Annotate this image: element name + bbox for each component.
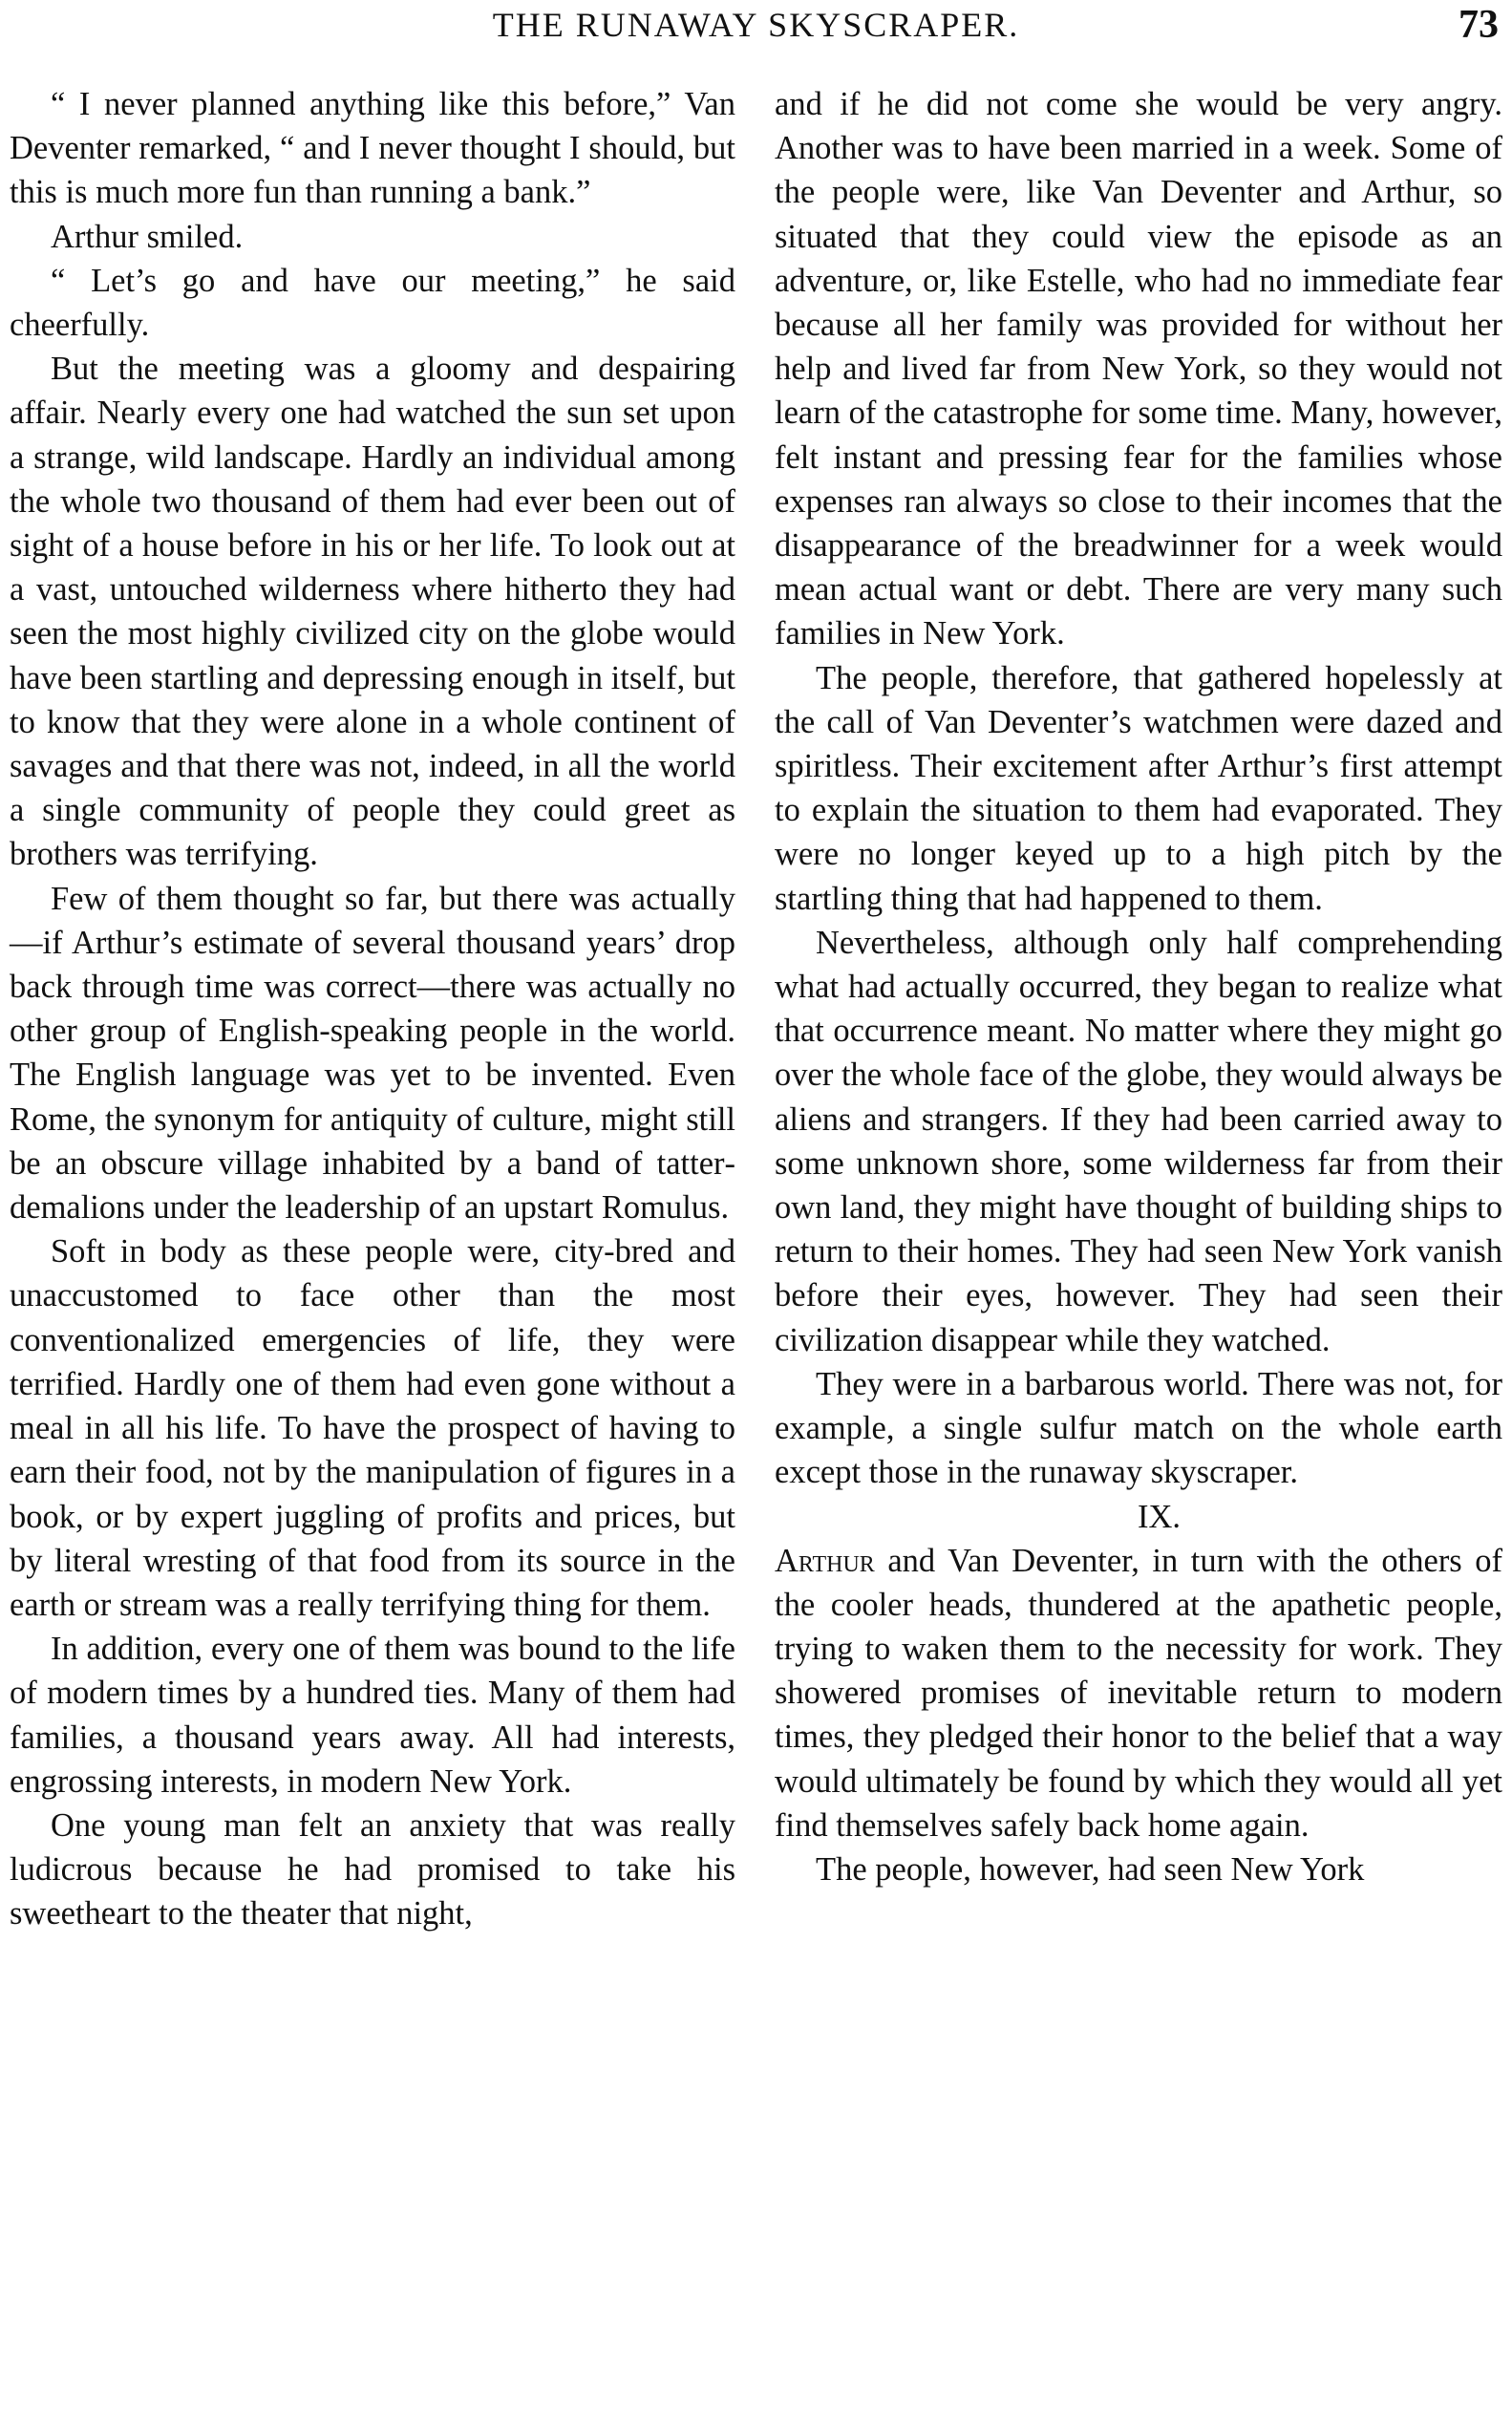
paragraph: The people, therefore, that gathered hopelessly at the call of Van Deventer’s watchmen were dazed and spiritless. Their excitement after Arthur’s first attempt to explain the situation to them had evaporated. They were no longer keyed up to a high pitch by the startling thing that had happened to them. (775, 659, 1502, 917)
page-number: 73 (1459, 3, 1499, 47)
running-title: THE RUNAWAY SKYSCRAPER. (492, 6, 1020, 44)
paragraph: In addition, every one of them was bound to the life of modern times by a hundred ties. Many of them had families, a thousand years away. All had interests, engrossing interests, in modern New York. (10, 1631, 735, 1800)
chapter-opening-word: Arthur (775, 1542, 875, 1579)
left-column (10, 82, 735, 1936)
right-column (775, 82, 1502, 1891)
paragraph: “ I never planned anything like this before,” Van Deventer remarked, “ and I never thought I should, but this is much more fun than running a bank.” (10, 86, 735, 211)
chapter-opening-text: and Van Deventer, in turn with the others of the cooler heads, thundered at the apathetic people, trying to waken them to the necessity for work. They showered promises of inevitable return to modern times, they pledged their honor to the belief that a way would ultimately be found by which they would all yet find themselves safely back home again. (775, 1542, 1502, 1844)
paragraph: But the meeting was a gloomy and despairing affair. Nearly every one had watched the sun set upon a strange, wild landscape. Hardly an individual among the whole two thousand of them had ever been out of sight of a house before in his or her life. To look out at a vast, untouched wilderness where hitherto they had seen the most highly civilized city on the globe would have been startling and depressing enough in itself, but to know that they were alone in a whole continent of savages and that there was not, indeed, in all the world a single community of people they could greet as brothers was terrifying. (10, 351, 735, 873)
paragraph: Arthur smiled. (51, 218, 244, 255)
chapter-opening-paragraph (775, 1539, 1502, 1847)
paragraph: Few of them thought so far, but there was actually—if Arthur’s estimate of several thousand years’ drop back through time was correct—there was actually no other group of English-speaking people in the world. The English language was yet to be invented. Even Rome, the synonym for antiquity of culture, might still be an obscure village inhabited by a band of tatterdemalions under the leadership of an upstart Romulus. (10, 880, 735, 1227)
paragraph: One young man felt an anxiety that was really ludicrous because he had promised to take his sweetheart to the theater that night, (10, 1806, 735, 1932)
paragraph: Soft in body as these people were, city-bred and unaccustomed to face other than the most conventionalized emergencies of life, they were terrified. Hardly one of them had even gone without a meal in all his life. To have the prospect of having to earn their food, not by the manipulation of figures in a book, or by expert juggling of profits and prices, but by literal wresting of that food from its source in the earth or stream was a really terrifying thing for them. (10, 1233, 735, 1623)
continued-paragraph: and if he did not come she would be very angry. Another was to have been married in a week. Some of the people were, like Van Deventer and Arthur, so situated that they could view the episode as an adventure, or, like Estelle, who had no immediate fear because all her family was provided for without her help and lived far from New York, so they would not learn of the catastrophe for some time. Many, however, felt instant and pressing fear for the families whose expenses ran always so close to their incomes that the disappearance of the breadwinner for a week would mean actual want or debt. There are very many such families in New York. (775, 86, 1502, 652)
running-head (0, 0, 1512, 53)
paragraph: They were in a barbarous world. There was not, for example, a single sulfur match on the whole earth except those in the runaway skyscraper. (775, 1365, 1502, 1491)
paragraph: “ Let’s go and have our meeting,” he said cheerfully. (10, 262, 735, 344)
paragraph: Nevertheless, although only half comprehending what had actually occurred, they began to realize what that occurrence meant. No matter where they might go over the whole face of the globe, they would always be aliens and strangers. If they had been carried away to some unknown shore, some wilderness far from their own land, they might have thought of building ships to return to their homes. They had seen New York vanish before their eyes, however. They had seen their civilization disappear while they watched. (775, 924, 1502, 1358)
chapter-heading: IX. (1137, 1498, 1182, 1535)
paragraph: The people, however, had seen New York (816, 1850, 1365, 1888)
